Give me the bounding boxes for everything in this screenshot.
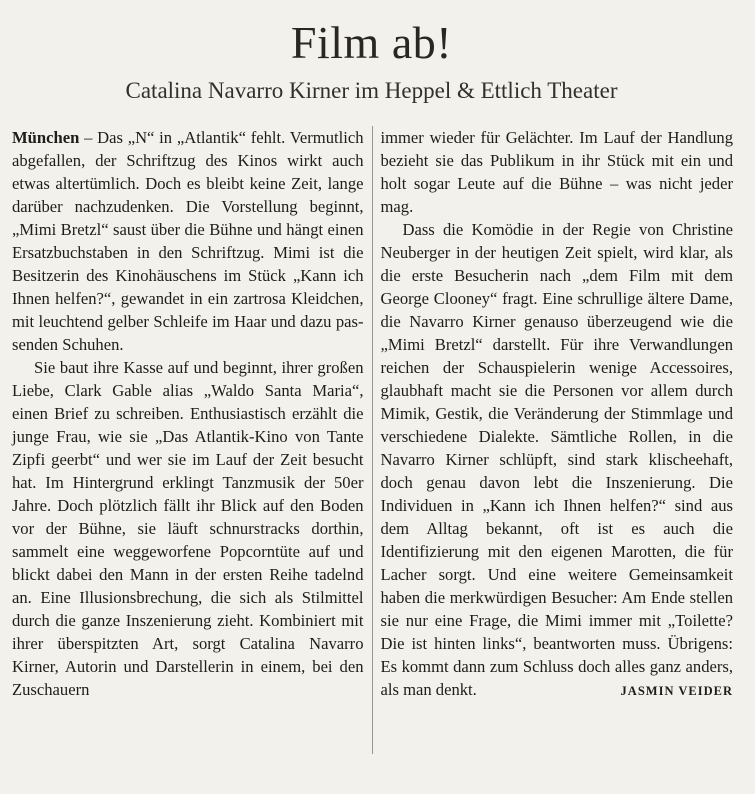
article-body [12, 126, 733, 754]
right-column [373, 126, 734, 754]
paragraph-text: – Das „N“ in „Atlantik“ fehlt. Vermutlich abgefallen, der Schriftzug des Kinos wirkt auch etwas altertümlich. Doch es bleibt keine Zeit, lange darüber nachzudenken. Die Vorstellung beginnt, „Mimi Bretzl“ saust über die Bühne und hängt einen Ersatzbuchstaben in den Schriftzug. Mimi ist die Besitzerin des Kinohäuschens im Stück „Kann ich Ihnen helfen?“, gewandet in ein zartrosa Kleidchen, mit leuchtend gelber Schleife im Haar und dazu passenden Schuhen. [12, 128, 364, 354]
paragraph: Sie baut ihre Kasse auf und beginnt, ihrer großen Liebe, Clark Gable alias „Waldo Santa Maria“, einen Brief zu schreiben. Enthusiastisch erzählt die junge Frau, wie sie „Das Atlantik-Kino von Tante Zipfi geerbt“ und wer sie im Lauf der Zeit besucht hat. Im Hintergrund erklingt Tanzmusik der 50er Jahre. Doch plötzlich fällt ihr Blick auf den Boden vor der Bühne, sie läuft schnurstracks dorthin, sammelt eine weggeworfene Popcorntüte auf und blickt dabei den Mann in der ersten Reihe tadelnd an. Eine Illusionsbrechung, die sich als Stilmittel durch die ganze Inszenierung zieht. Kombiniert mit ihrer überspitzten Art, sorgt Catalina Navarro Kirner, Autorin und Darstellerin in einem, bei den Zuschauern [12, 358, 364, 699]
paragraph [381, 218, 734, 701]
paragraph: immer wieder für Gelächter. Im Lauf der Handlung bezieht sie das Publikum in ihr Stück mit ein und holt sogar Leute auf die Bühne – was nicht jeder mag. [380, 128, 733, 216]
headline: Film ab! [290, 17, 453, 68]
dateline: München [12, 128, 80, 147]
paragraph [12, 126, 364, 356]
paragraph-text: Dass die Komödie in der Regie von Christine Neuberger in der heutigen Zeit spielt, wird klar, als die erste Besucherin nach „dem Film mit dem George Clooney“ fragt. Eine schrullige ältere Dame, die Navarro Kirner genauso überzeugend wie die „Mimi Bretzl“ darstellt. Für ihre Verwandlungen reichen der Schauspielerin wenige Accessoires, glaubhaft macht sie die Personen vor allem durch Mimik, Gestik, die Veränderung der Stimmlage und verschiedene Dialekte. Sämtliche Rollen, in die Navarro Kirner schlüpft, sind stark klischeehaft, doch genau davon lebt die Inszenierung. Die Individuen in „Kann ich Ihnen helfen?“ sind aus dem Alltag bekannt, oft ist es auch die Identifizierung mit den eigenen Marotten, die für Lacher sorgt. Und eine weitere Gemeinsamkeit haben die merkwürdigen Besucher: Am Ende stellen sie nur eine Frage, die Mimi immer mit „Toilette? Die ist hinten links“, beantworten muss. Übrigens: Es kommt dann zum Schluss doch alles ganz anders, als man denkt. [380, 220, 733, 699]
left-column [12, 126, 373, 754]
subheadline: Catalina Navarro Kirner im Heppel & Ettlich Theater [125, 77, 618, 103]
byline: JASMIN VEIDER [620, 684, 733, 698]
